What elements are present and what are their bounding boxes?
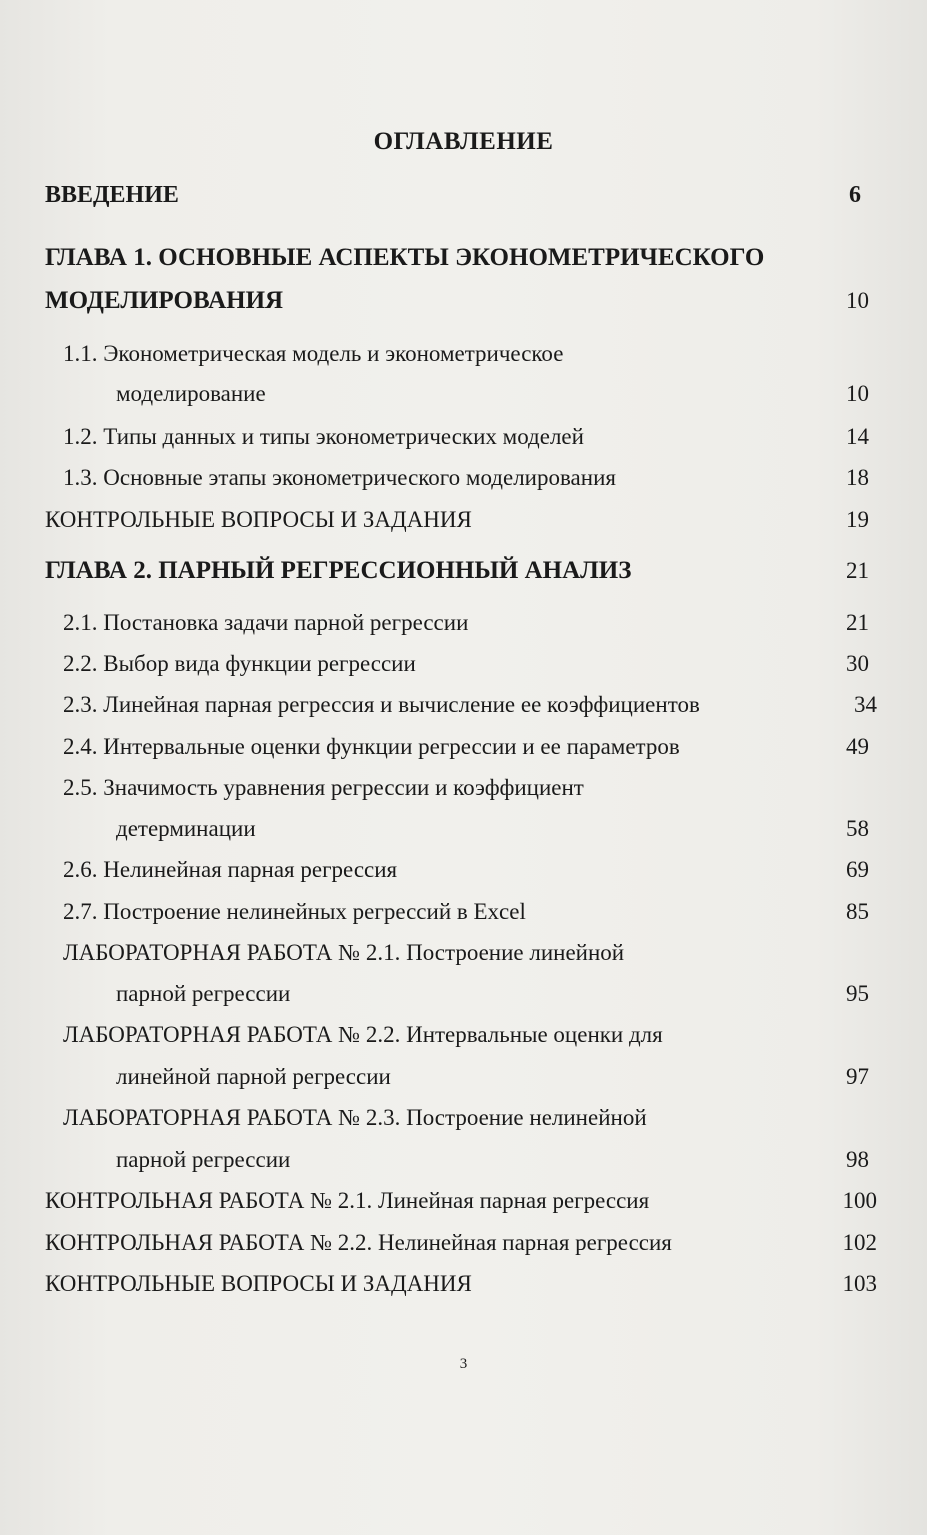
toc-entry-2-5-line-2: детерминации: [116, 816, 256, 841]
toc-page-chapter-1: 10: [846, 288, 869, 313]
toc-page-2-1: 21: [846, 610, 869, 635]
toc-entry-introduction: ВВЕДЕНИЕ: [45, 182, 179, 208]
toc-page-2-6: 69: [846, 857, 869, 882]
toc-page-chapter-2: 21: [846, 558, 869, 583]
toc-page-review-questions-2: 103: [842, 1271, 877, 1296]
toc-entry-2-1: 2.1. Постановка задачи парной регрессии: [63, 610, 469, 635]
toc-page-1-3: 18: [846, 465, 869, 490]
page-number: 3: [459, 1356, 468, 1372]
toc-page-2-7: 85: [846, 899, 869, 924]
toc-page-2-2: 30: [846, 651, 869, 676]
toc-page-lab-2-1: 95: [846, 981, 869, 1006]
toc-entry-chapter-1-line-2: МОДЕЛИРОВАНИЯ: [45, 287, 284, 314]
toc-entry-2-4: 2.4. Интервальные оценки функции регрессии и ее параметров: [63, 734, 680, 759]
toc-entry-chapter-1-line-1: ГЛАВА 1. ОСНОВНЫЕ АСПЕКТЫ ЭКОНОМЕТРИЧЕСКОГО: [45, 244, 765, 271]
toc-entry-lab-2-2-line-2: линейной парной регрессии: [116, 1064, 391, 1089]
toc-entry-2-3: 2.3. Линейная парная регрессия и вычисление ее коэффициентов: [63, 692, 700, 717]
toc-page-lab-2-2: 97: [846, 1064, 869, 1089]
toc-entry-1-2: 1.2. Типы данных и типы эконометрических моделей: [63, 424, 584, 449]
toc-entry-review-questions-1: КОНТРОЛЬНЫЕ ВОПРОСЫ И ЗАДАНИЯ: [45, 507, 472, 532]
toc-page-test-2-1: 100: [842, 1188, 877, 1213]
toc-entry-2-5-line-1: 2.5. Значимость уравнения регрессии и коэффициент: [63, 775, 584, 800]
toc-entry-1-1-line-1: 1.1. Эконометрическая модель и эконометрическое: [63, 341, 564, 366]
toc-entry-2-6: 2.6. Нелинейная парная регрессия: [63, 857, 398, 882]
toc-entry-review-questions-2: КОНТРОЛЬНЫЕ ВОПРОСЫ И ЗАДАНИЯ: [45, 1271, 472, 1296]
toc-page-lab-2-3: 98: [846, 1147, 869, 1172]
toc-page-2-4: 49: [846, 734, 869, 759]
toc-page-test-2-2: 102: [842, 1230, 877, 1255]
toc-page-1-1: 10: [846, 381, 869, 406]
toc-page-2-3: 34: [854, 692, 877, 717]
toc-entry-lab-2-3-line-1: ЛАБОРАТОРНАЯ РАБОТА № 2.3. Построение нелинейной: [63, 1105, 647, 1130]
toc-page-2-5: 58: [846, 816, 869, 841]
toc-entry-lab-2-3-line-2: парной регрессии: [116, 1147, 291, 1172]
toc-entry-lab-2-1-line-2: парной регрессии: [116, 981, 291, 1006]
toc-page-1-2: 14: [846, 424, 869, 449]
toc-page-review-questions-1: 19: [846, 507, 869, 532]
toc-entry-lab-2-2-line-1: ЛАБОРАТОРНАЯ РАБОТА № 2.2. Интервальные оценки для: [63, 1022, 663, 1047]
toc-title: ОГЛАВЛЕНИЕ: [373, 128, 554, 155]
toc-entry-test-2-1: КОНТРОЛЬНАЯ РАБОТА № 2.1. Линейная парная регрессия: [45, 1188, 650, 1213]
toc-entry-2-7: 2.7. Построение нелинейных регрессий в Excel: [63, 899, 526, 924]
toc-entry-1-3: 1.3. Основные этапы эконометрического моделирования: [63, 465, 616, 490]
toc-entry-2-2: 2.2. Выбор вида функции регрессии: [63, 651, 416, 676]
toc-entry-chapter-2: ГЛАВА 2. ПАРНЫЙ РЕГРЕССИОННЫЙ АНАЛИЗ: [45, 557, 632, 584]
toc-page-introduction: 6: [849, 182, 861, 208]
toc-entry-lab-2-1-line-1: ЛАБОРАТОРНАЯ РАБОТА № 2.1. Построение линейной: [63, 940, 625, 965]
toc-entry-1-1-line-2: моделирование: [116, 381, 266, 406]
toc-entry-test-2-2: КОНТРОЛЬНАЯ РАБОТА № 2.2. Нелинейная парная регрессия: [45, 1230, 672, 1255]
